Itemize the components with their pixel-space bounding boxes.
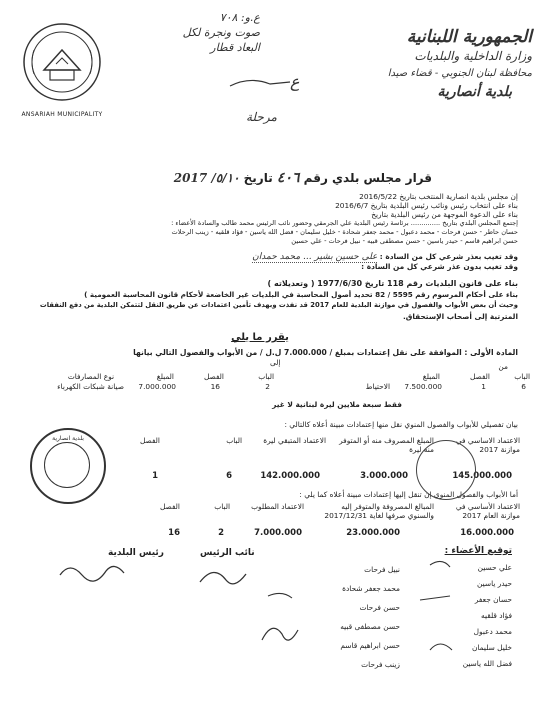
member-name: محمد دعبول (473, 627, 512, 636)
handwritten-line: ع.و: ٧٠٨ (219, 11, 260, 24)
signature-header (230, 80, 290, 86)
table-a-heading: بيان تفصيلي للأبواب والفصول المنوي نقل منها إعتمادات مبينة أعلاه كالتالي : (284, 420, 518, 429)
table-a-cell-chapter: 1 (152, 471, 158, 481)
table-b-header-section: الباب (214, 502, 230, 511)
member-name: فؤاد قلقيه (481, 611, 512, 620)
from-cell-chapter: 1 (481, 382, 486, 391)
amount-in-words: فقط سبعة ملايين ليرة لبنانية لا غير (272, 400, 402, 409)
handwritten-mark: مرحلة (246, 110, 277, 124)
table-b-cell-requested: 7.000.000 (254, 528, 302, 538)
member-name: نبيل فرحات (364, 565, 400, 574)
table-b-header-requested: الاعتماد المطلوب (251, 502, 304, 511)
table-a-header-remaining: الاعتماد المتبقي ليرة (263, 436, 326, 445)
to-cell-section: 2 (265, 382, 270, 391)
legal-line: المترتبة إلى أصحاب الإستحقاق. (402, 312, 518, 321)
from-label: من (498, 362, 508, 371)
title-date-label: تاريخ (243, 171, 273, 185)
table-b-cell-spent: 23.000.000 (346, 528, 400, 538)
table-b-heading: أما الأبواب والفصول المنوي إن تنقل إليها إعتمادات مبينة أعلاه كما يلي : (299, 490, 518, 499)
handwritten-line: صوت ونجرة لكل (182, 26, 260, 39)
handwritten-line: البعاد قطار (210, 41, 260, 54)
signature-heading: توقيع الأعضاء : (444, 546, 512, 556)
to-cell-chapter: 16 (210, 382, 220, 391)
logo-caption: ANSARIAH MUNICIPALITY (21, 111, 103, 118)
to-cell-amount: 7.000.000 (138, 382, 176, 391)
header-line: الجمهورية اللبنانية (406, 27, 532, 47)
absent-label: وقد تغيب بعذر شرعي كل من السادة : (379, 252, 518, 261)
from-header-amount: المبلغ (422, 372, 440, 381)
intro-line: إجتمع المجلس البلدي بتاريخ .............. برئاسة رئيس البلدية علي الجرمقي وحضور نائب الرئيس محمد طالب والسادة الأعضاء : (171, 219, 518, 227)
signature-deputy (200, 572, 246, 583)
table-a-header-base: الاعتماد الاساسي في موازنة 2017 (455, 436, 520, 454)
decision-heading: يقرر ما يلي (231, 332, 289, 343)
table-a-header-spent: المبلغ المصروف منه أو المتوفر منه ليرة (339, 436, 434, 454)
to-header-type: نوع المصارفات (67, 372, 114, 381)
member-name: علي حسين (477, 563, 512, 572)
intro-line: حسان حاطر - حسن فرحات - محمد دعبول - محمد جعفر شحادة - خليل سليمان - فضل الله ياسين - فؤاد قلقيه - زينب الرحلات (171, 228, 518, 236)
to-header-chapter: الفصل (203, 372, 224, 381)
to-label: إلى (270, 358, 281, 367)
to-header-section: الباب (258, 372, 274, 381)
table-b-header-base: الاعتماد الأساسي في موازنة العام 2017 (455, 502, 520, 520)
legal-line: بناء على أحكام المرسوم رقم 5595 / 82 تحديد أصول المحاسبة في البلديات غير الخاضعة لأحكام قانون المحاسبة العمومية ) (84, 290, 518, 299)
table-a-header-chapter: الفصل (139, 436, 160, 445)
absent-names: على حسين بشير ... محمد حمدان (252, 252, 378, 262)
table-b-cell-chapter: 16 (168, 528, 180, 538)
intro-line: بناء على انتخاب رئيس ونائب رئيس البلدية بتاريخ 2016/6/7 (335, 201, 518, 210)
title-number: ٤٠٦ (276, 170, 300, 186)
signature-member (262, 628, 298, 640)
table-a-header-section: الباب (226, 436, 242, 445)
signature-member (420, 596, 450, 600)
table-a-cell-section: 6 (226, 471, 232, 481)
header-line: محافظة لبنان الجنوبي - قضاء صيدا (387, 68, 532, 79)
from-cell-amount: 7.500.000 (404, 382, 442, 391)
signature-member (430, 561, 450, 567)
stamp-label: بلدية انصارية (52, 435, 84, 442)
intro-line: حسن ابراهيم قاسم - حيدر ياسين - حسن مصطفى قبيه - نبيل فرحات - علي حسين (291, 237, 518, 245)
from-header-section: الباب (514, 372, 530, 381)
header-line: وزارة الداخلية والبلديات (414, 49, 532, 63)
from-header-chapter: الفصل (469, 372, 490, 381)
member-name: حيدر ياسين (477, 579, 512, 588)
signature-president (60, 566, 124, 581)
table-b-header-spent: المبالغ المصروفة والمتوفر إليه والسنوي صرفها لغاية 2017/12/31 (324, 502, 434, 520)
from-cell-type: الاحتياط (365, 382, 390, 391)
intro-line: إن مجلس بلدية انصارية المنتخب بتاريخ 2016/5/22 (359, 192, 518, 201)
table-b-cell-section: 2 (218, 528, 224, 538)
article-1: المادة الأولى : الموافقة على نقل إعتمادات بمبلغ / 7.000.000 ل.ل / من الأبواب والفصول التالي بيانها (133, 348, 518, 357)
legal-line: وحيث أن بعض الأبواب والفصول في موازنة البلدية للعام 2017 قد نفذت وبهدف تأمين اعتمادات عن طريق النقل لتتمكن البلدية من دفع النفقات (39, 301, 518, 309)
member-name: فضل الله ياسين (462, 659, 512, 668)
table-a-cell-spent: 3.000.000 (360, 471, 408, 481)
table-a-cell-remaining: 142.000.000 (260, 471, 320, 481)
table-b-cell-base: 16.000.000 (460, 528, 514, 538)
to-cell-type: صيانة شبكات الكهرباء (57, 382, 124, 391)
title-prefix: قرار مجلس بلدي رقم (303, 171, 432, 185)
table-a-cell-base: 145.000.000 (452, 471, 512, 481)
role-deputy: نائب الرئيس (200, 548, 255, 558)
role-president: رئيس البلدية (108, 548, 164, 558)
header-line: بلدية أنصارية (437, 84, 512, 100)
title-date: ٥/١٠/ 2017 (173, 171, 240, 185)
member-name: زينب فرحات (361, 660, 400, 669)
signature-member (268, 593, 292, 598)
member-name: محمد جعفر شحادة (342, 584, 400, 593)
member-name: حسن فرحات (359, 603, 400, 612)
from-cell-section: 6 (521, 382, 526, 391)
signature-member (430, 644, 452, 650)
handwritten-mark: ع (290, 72, 300, 91)
member-name: حسان جعفر (474, 595, 512, 604)
intro-line: بناء على الدعوة الموجهة من رئيس البلدية بتاريخ (371, 210, 518, 219)
absent-no-excuse: وقد تغيب بدون عذر شرعي كل من السادة : (361, 262, 518, 271)
member-name: حسن ابراهيم قاسم (340, 641, 400, 650)
member-name: حسن مصطفى قبيه (340, 622, 400, 631)
legal-line: بناء على قانون البلديات رقم 118 تاريخ 1977/6/30 ( وتعديلاته ) (267, 279, 518, 288)
member-name: خليل سليمان (471, 643, 512, 652)
to-header-amount: المبلغ (156, 372, 174, 381)
table-b-header-chapter: الفصل (159, 502, 180, 511)
